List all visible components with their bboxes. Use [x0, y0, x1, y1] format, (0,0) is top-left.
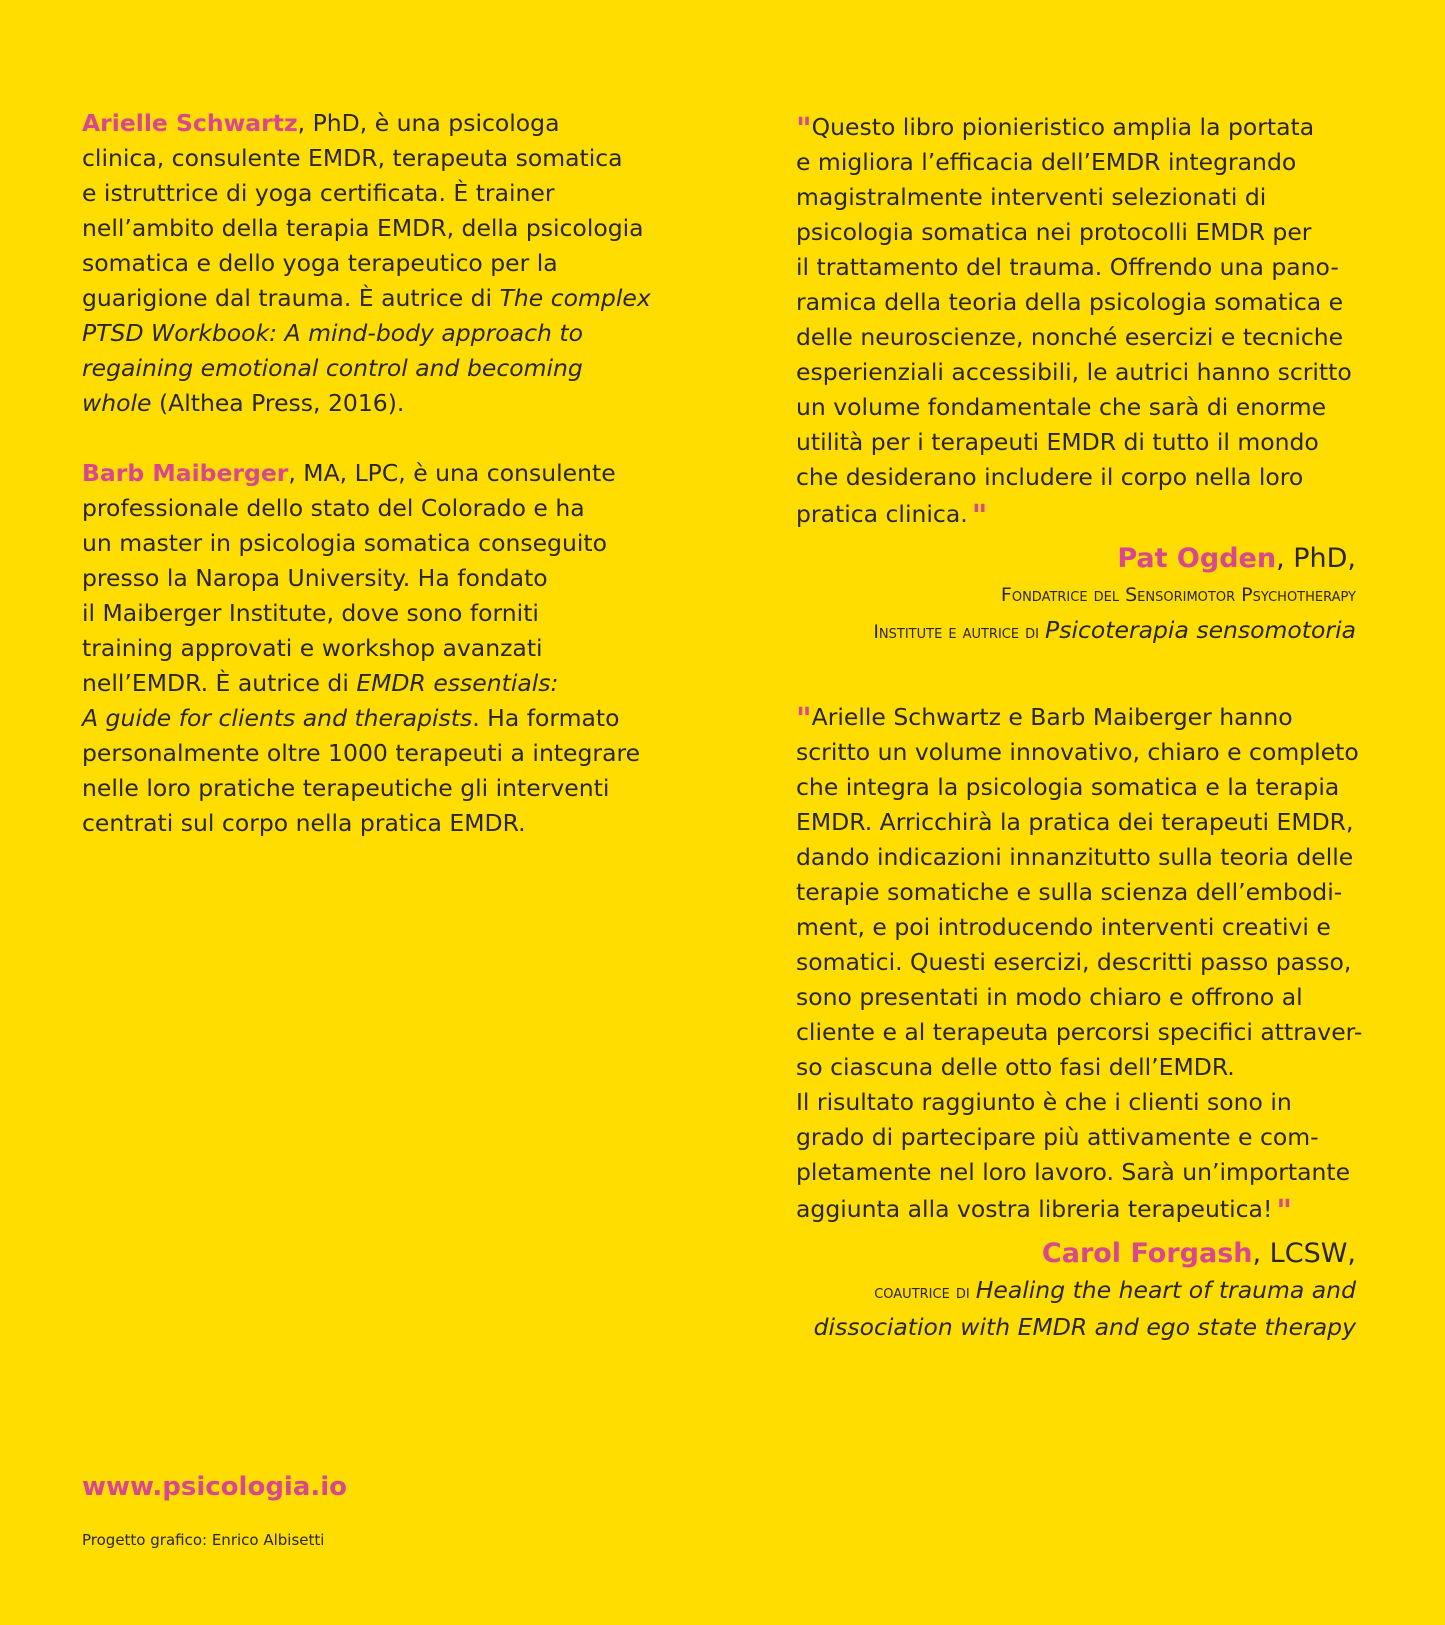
endorser-name: Pat Ogden	[1117, 543, 1277, 574]
endorser-name: Carol Forgash	[1041, 1238, 1253, 1269]
open-quote-icon: "	[796, 112, 806, 147]
close-quote-icon: "	[1276, 1194, 1287, 1229]
book-title: EMDR essentials:	[356, 669, 559, 697]
website-link[interactable]: www.psicologia.io	[82, 1472, 348, 1502]
bio-barb-maiberger: Barb Maiberger, MA, LPC, è una consulente professionale dello stato del Colorado e ha un master in psicologia somatica conseguito presso la Naropa University. Ha fondato il Maiberger Institute, dove sono forniti training approvati e workshop avanzati nell’EMDR. È autrice di EMDR essentials: A guide for clients and therapists. Ha formato personalmente oltre 1000 terapeuti a integrare nelle loro pratiche terapeutiche gli interventi centrati sul corpo nella pratica EMDR.	[82, 459, 641, 837]
book-title: The complex	[499, 284, 651, 312]
book-title: dissociation with EMDR and ego state therapy	[813, 1313, 1356, 1341]
close-quote-icon: "	[971, 499, 982, 534]
attribution-pat-ogden: Pat Ogden, PhD, Fondatrice del Sensorimotor Psychotherapy Institute e autrice di Psicoterapia sensomotoria	[873, 543, 1356, 644]
endorsement-pat-ogden: " Questo libro pionieristico amplia la portata e migliora l’efficacia dell’EMDR integrando magistralmente interventi selezionati di psicologia somatica nei protocolli EMDR per il trattamento del trauma. Offrendo una pano- ramica della teoria della psicologia somatica e delle neuroscienze, nonché esercizi e tecniche esperienziali accessibili, le autrici hanno scritto un volume fondamentale che sarà di enorme utilità per i terapeuti EMDR di tutto il mondo che desiderano includere il corpo nella loro pratica clinica. "	[796, 112, 1352, 534]
endorsements	[796, 108, 1363, 1347]
author-name: Barb Maiberger	[82, 459, 289, 487]
bio-arielle-schwartz: Arielle Schwartz, PhD, è una psicologa clinica, consulente EMDR, terapeuta somatica e istruttrice di yoga certificata. È trainer nell’ambito della terapia EMDR, della psicologia somatica e dello yoga terapeutico per la guarigione dal trauma. È autrice di The complex PTSD Workbook: A mind-body approach to regaining emotional control and becoming whole (Althea Press, 2016).	[82, 109, 651, 417]
design-credit: Progetto grafico: Enrico Albisetti	[82, 1531, 325, 1549]
book-title: Healing the heart of trauma and	[975, 1276, 1356, 1304]
open-quote-icon: "	[796, 702, 806, 737]
author-bios	[82, 106, 652, 876]
book-title: Psicoterapia sensomotoria	[1045, 616, 1356, 644]
attribution-carol-forgash: Carol Forgash, LCSW, coautrice di Healing the heart of trauma and dissociation with EMDR and ego state therapy	[813, 1238, 1356, 1341]
endorsement-carol-forgash: " Arielle Schwartz e Barb Maiberger hanno scritto un volume innovativo, chiaro e completo che integra la psicologia somatica e la terapia EMDR. Arricchirà la pratica dei terapeuti EMDR, dando indicazioni innanzitutto sulla teoria delle terapie somatiche e sulla scienza dell’embodi- ment, e poi introducendo interventi creativi e somatici. Questi esercizi, descritti passo passo, sono presentati in modo chiaro e offrono al cliente e al terapeuta percorsi specifici attraver- so ciascuna delle otto fasi dell’EMDR. Il risultato raggiunto è che i clienti sono in grado di partecipare più attivamente e com- pletamente nel loro lavoro. Sarà un’importante aggiunta alla vostra libreria terapeutica! "	[796, 702, 1363, 1229]
author-name: Arielle Schwartz	[82, 109, 298, 137]
